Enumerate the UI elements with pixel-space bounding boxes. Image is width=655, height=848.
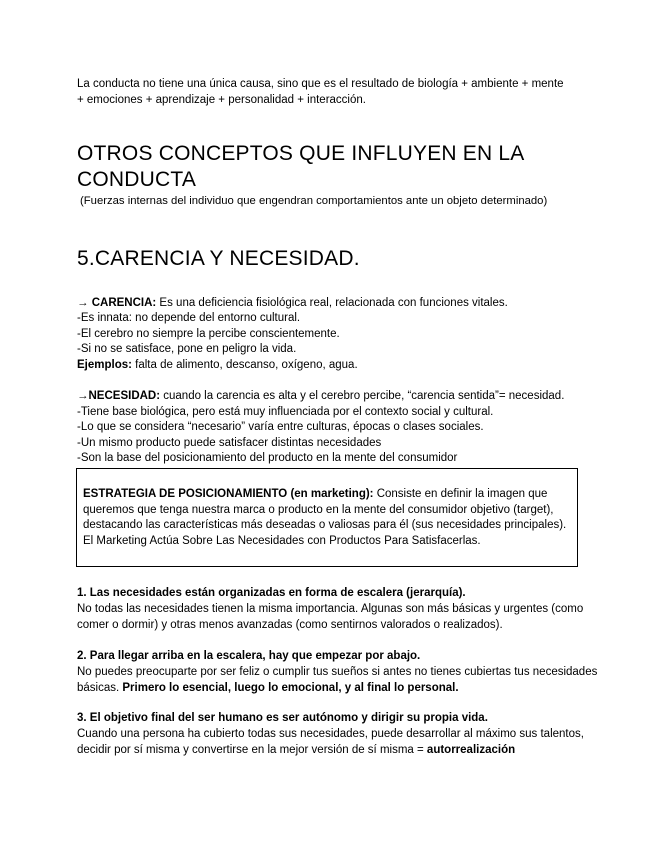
- principle-bold-tail: Primero lo esencial, luego lo emocional, y al final lo personal.: [122, 681, 459, 694]
- examples-text: falta de alimento, descanso, oxígeno, agua.: [131, 359, 358, 371]
- principle-title-text: 3. El objetivo final del ser humano es ser autónomo y dirigir su propia vida.: [77, 712, 488, 724]
- carencia-definition-text: Es una deficiencia fisiológica real, relacionada con funciones vitales.: [156, 297, 508, 309]
- necesidad-point: -Lo que se considera “necesario” varía entre culturas, épocas o clases sociales.: [77, 421, 484, 433]
- carencia-definition: [77, 296, 508, 312]
- necesidad-point: -Un mismo producto puede satisfacer distintas necesidades: [77, 437, 382, 449]
- intro-line-2: + emociones + aprendizaje + personalidad + interacción.: [77, 94, 366, 106]
- section-title-line-2: CONDUCTA: [77, 168, 197, 191]
- principle-bold-tail: autorrealización: [426, 743, 516, 756]
- estrategia-box: [76, 468, 578, 567]
- principle-body-text: No puedes preocuparte por ser feliz o cumplir tus sueños si antes no tienes cubiertas tus necesidades básicas.: [77, 666, 598, 694]
- examples-label: Ejemplos:: [77, 359, 132, 371]
- principle-title: [77, 711, 607, 727]
- carencia-examples: [77, 358, 358, 374]
- arrow-icon: →: [77, 297, 92, 309]
- principle-body: [77, 727, 607, 758]
- principle-title-text: 1. Las necesidades están organizadas en forma de escalera (jerarquía).: [77, 587, 466, 599]
- necesidad-term: NECESIDAD:: [88, 390, 161, 402]
- estrategia-paragraph: [83, 487, 568, 549]
- principle-body-text: Cuando una persona ha cubierto todas sus necesidades, puede desarrollar al máximo sus talentos, decidir por sí misma y convertirse en la mejor versión de sí misma =: [77, 728, 584, 756]
- arrow-icon: →: [77, 390, 89, 402]
- principle-title: [77, 649, 607, 665]
- carencia-term: CARENCIA:: [91, 297, 157, 309]
- section-subtitle: (Fuerzas internas del individuo que engendran comportamientos ante un objeto determinado): [80, 195, 548, 207]
- necesidad-point: -Tiene base biológica, pero está muy influenciada por el contexto social y cultural.: [77, 406, 494, 418]
- necesidad-definition-text: cuando la carencia es alta y el cerebro percibe, “carencia sentida”= necesidad.: [160, 390, 565, 402]
- intro-line-1: La conducta no tiene una única causa, sino que es el resultado de biología + ambiente + mente: [77, 78, 564, 90]
- carencia-point: -Es innata: no depende del entorno cultural.: [77, 312, 301, 324]
- carencia-point: -El cerebro no siempre la percibe conscientemente.: [77, 328, 340, 340]
- principle-title-text: 2. Para llegar arriba en la escalera, hay que empezar por abajo.: [77, 650, 421, 662]
- carencia-point: -Si no se satisface, pone en peligro la vida.: [77, 343, 297, 355]
- necesidad-definition: [77, 389, 564, 405]
- principle-body-text: No todas las necesidades tienen la misma importancia. Algunas son más básicas y urgentes (como comer o dormir) y otras menos avanzadas (como sentirnos valorados o realizados).: [77, 603, 584, 631]
- principle-body: [77, 602, 607, 633]
- necesidad-point: -Son la base del posicionamiento del producto en la mente del consumidor: [77, 452, 458, 464]
- estrategia-text: Consiste en definir la imagen que queremos que tenga nuestra marca o producto en la mente del consumidor objetivo (target), destacando las características más deseadas o valiosas para él (sus necesidades principales). El Marketing Actúa Sobre Las Necesidades con Productos Para Satisfacerlas.: [83, 488, 567, 547]
- principle-title: [77, 586, 607, 602]
- principle-body: [77, 665, 607, 696]
- section-title-line-1: OTROS CONCEPTOS QUE INFLUYEN EN LA: [77, 142, 525, 165]
- chapter-title: 5.CARENCIA Y NECESIDAD.: [77, 247, 360, 270]
- estrategia-term: ESTRATEGIA DE POSICIONAMIENTO (en marketing):: [83, 488, 374, 500]
